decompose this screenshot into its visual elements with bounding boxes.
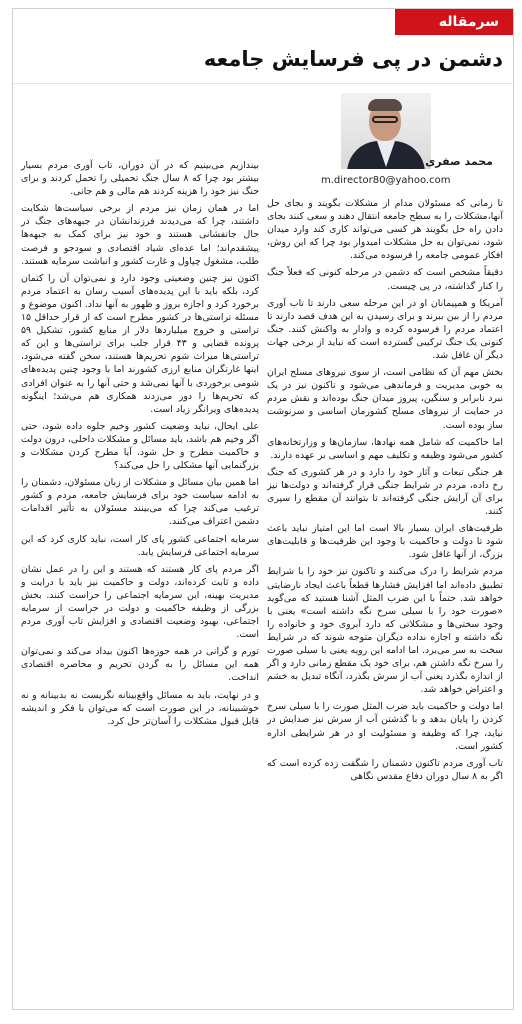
- paragraph: اکنون نیز چنین وضعیتی وجود دارد و نمی‌توان آن را کتمان کرد، بلکه باید با این پدیده‌های آسیب رسان به اعتماد مردم برخورد کرد و اجازه بروز و ظهور به آنها نداد. اکنون موضوع و مسئله تراستی‌ها در کشور مطرح است که از قرار حداقل ۱۵ تراستی و خروج میلیاردها دلار از منابع کشور، تشکیل ۵۹ پرونده قضایی و ۴۳ قرار جلب برای تراستی‌ها و این که تراستی‌ها میراث شوم تحریم‌ها هستند، سخن گفته می‌شود، اینها غارتگران منابع ارزی کشورند اما با وجود چنین پدیده‌های شومی برخوردی با آنها نمی‌شد و حتی آنها را به عنوان افرادی که تحریم‌ها را دور می‌زدند همکاری هم می‌شد؛ اینگونه پدیده‌های ویرانگر زیاد است.: [21, 272, 259, 415]
- newspaper-page: [12, 8, 514, 1010]
- paragraph: مردم شرایط را درک می‌کنند و تاکنون نیز خود را با شرایط تطبیق داده‌اند اما افزایش فشارها قطعاً باعث ایجاد نارضایتی خواهد شد. حتماً با این ضرب المثل آشنا هستید که می‌گوید «صورت خود را با سیلی سرخ نگه داشته است» یعنی با وجود سختی‌ها و مشکلاتی که دارد آبروی خود و خانواده را نگه داشته و اجازه نداده دیگران متوجه شوند که در شرایط سخت به سر می‌برد. اما ادامه این رویه یعنی با سیلی صورت را سرخ نگه داشتن هم، برای خود یک مقطع زمانی دارد و اگر از اندازه بگذرد یعنی آب از سرش بگذرد، آنگاه تبدیل به خشم و اعتراض خواهد شد.: [267, 566, 503, 696]
- paragraph: و در نهایت، باید به مسائل واقع‌بینانه نگریست نه بدبینانه و نه خوشبینانه، در این صورت است که می‌توان با فکر و اندیشه قابل قبول مشکلات را آسان‌تر حل کرد.: [21, 689, 259, 727]
- article-title: دشمن در پی فرسایش جامعه: [203, 47, 503, 71]
- article-column-right: [267, 197, 503, 787]
- paragraph: تورم و گرانی در همه حوزه‌ها اکنون بیداد می‌کند و نمی‌توان همه این مسائل را به گردن تحریم و محاصره اقتصادی انداخت.: [21, 646, 259, 684]
- paragraph: علی ایحال، نباید وضعیت کشور وخیم جلوه داده شود، حتی اگر وخیم هم باشد، باید مسائل و مشکلات داخلی، درون دولت و حاکمیت مطرح و حل شود. آیا مطرح کردن مشکلات و بزرگنمایی آنها مشکلی را حل می‌کند؟: [21, 420, 259, 472]
- paragraph: اما در همان زمان نیز مردم از برخی سیاست‌ها شکایت داشتند، چرا که می‌دیدند فرزندانشان در جبهه‌های جنگ در حال جانفشانی هستند و خود نیز برای کمک به جبهه‌ها پیشقدم‌اند؛ اما عده‌ای شیاد اقتصادی و سودجو و فرصت طلب، مشغول چپاول و غارت کشور و انباشت سرمایه هستند.: [21, 203, 259, 267]
- article-column-left: [21, 159, 259, 732]
- paragraph: اما همین بیان مسائل و مشکلات از زبان مسئولان، دشمنان را به ادامه سیاست خود برای فرسایش جامعه، مردم و کشور ترغیب می‌کند چرا که می‌بینند مسئولان به تأثیر اقدامات دشمن اعتراف می‌کنند.: [21, 477, 259, 528]
- paragraph: هر جنگی تبعات و آثار خود را دارد و در هر کشوری که جنگ رخ داده، مردم در شرایط جنگی قرار گرفته‌اند و دولت‌ها نیز برای آن آرایش جنگی گرفته‌اند تا بتوانند آن مقطع را سپری کنند.: [267, 466, 503, 518]
- paragraph: دقیقاً مشخص است که دشمن در مرحله کنونی که فعلاً جنگ را کنار گذاشته، در پی چیست.: [267, 267, 503, 292]
- paragraph: بیندازیم می‌بینیم که در آن دوران، تاب آوری مردم بسیار بیشتر بود چرا که ۸ سال جنگ تحمیلی را تحمل کردند و برای جنگ نیز خود را هزینه کردند هم مالی و هم جانی.: [21, 160, 259, 198]
- paragraph: اما حاکمیت که شامل همه نهادها، سازمان‌ها و وزارتخانه‌های کشور می‌شود وظیفه و تکلیف مهم و اساسی بر عهده دارند.: [267, 436, 503, 461]
- paragraph: آمریکا و همپیمانان او در این مرحله سعی دارند تا تاب آوری مردم را از بین ببرند و برای رسیدن به این هدف قصد دارند تا اعتماد مردم را فرسوده کرده و وادار به واکنش کنند. جنگ کنونی یک جنگ ترکیبی گسترده است که نباید از برخی جهات دیگر آن غافل شد.: [267, 297, 503, 362]
- paragraph: تاب آوری مردم تاکنون دشمنان را شگفت زده کرده است که اگر به ۸ سال دوران دفاع مقدس نگاهی: [267, 757, 503, 782]
- paragraph: اما دولت و حاکمیت باید ضرب المثل صورت را با سیلی سرخ کردن را پایان بدهد و با گذشتن آب از سرش نیز صدایش در نیاید، چرا که وظیفه و مسئولیت او در هر شرایطی اداره کشور است.: [267, 701, 503, 752]
- author-email: m.director80@yahoo.com: [321, 175, 451, 186]
- paragraph: سرمایه اجتماعی کشور پای کار است، نباید کاری کرد که این سرمایه اجتماعی فرسایش یابد.: [21, 533, 259, 558]
- author-name: محمد صفری: [425, 155, 493, 168]
- photo-hair: [368, 99, 402, 111]
- section-label: سرمقاله: [395, 9, 513, 35]
- photo-glasses: [372, 116, 398, 123]
- paragraph: ظرفیت‌های ایران بسیار بالا است اما این امتیاز نباید باعث شود تا دولت و حاکمیت با وجود این ظرفیت‌ها و قابلیت‌های بزرگ، از آنها غافل شود.: [267, 523, 503, 561]
- paragraph: تا زمانی که مسئولان مدام از مشکلات بگویند و بجای حل آنها،مشکلات را به سطح جامعه انتقال دهند و سعی کنند بجای دادن راه حل بگویند هر کسی می‌تواند کاری کند وارد میدان شود، نمی‌توان به حل مشکلات امیدوار بود چرا که این روش، افکار عمومی جامعه را فرسوده می‌کند.: [267, 198, 503, 262]
- title-divider: [13, 83, 513, 84]
- paragraph: اگر مردم پای کار هستند که هستند و این را در عمل نشان داده و ثابت کرده‌اند، دولت و حاکمیت نیز باید با درایت و مدیریت بهینه، این سرمایه اجتماعی را حراست کنند. بخش بزرگی از وظیفه حاکمیت و دولت در حراست از سرمایه اجتماعی، بهبود وضعیت اقتصادی و افزایش تاب آوری مردم است.: [21, 563, 259, 641]
- paragraph: بخش مهم آن که نظامی است، از سوی نیروهای مسلح ایران به خوبی مدیریت و فرماندهی می‌شود و تاکنون نیز در یک نبرد نابرابر و سنگین، پیروز میدان جنگ بوده‌اند و نقش مردم در حمایت از نیروهای مسلح کشورمان اساسی و سرنوشت ساز بوده است.: [267, 367, 503, 431]
